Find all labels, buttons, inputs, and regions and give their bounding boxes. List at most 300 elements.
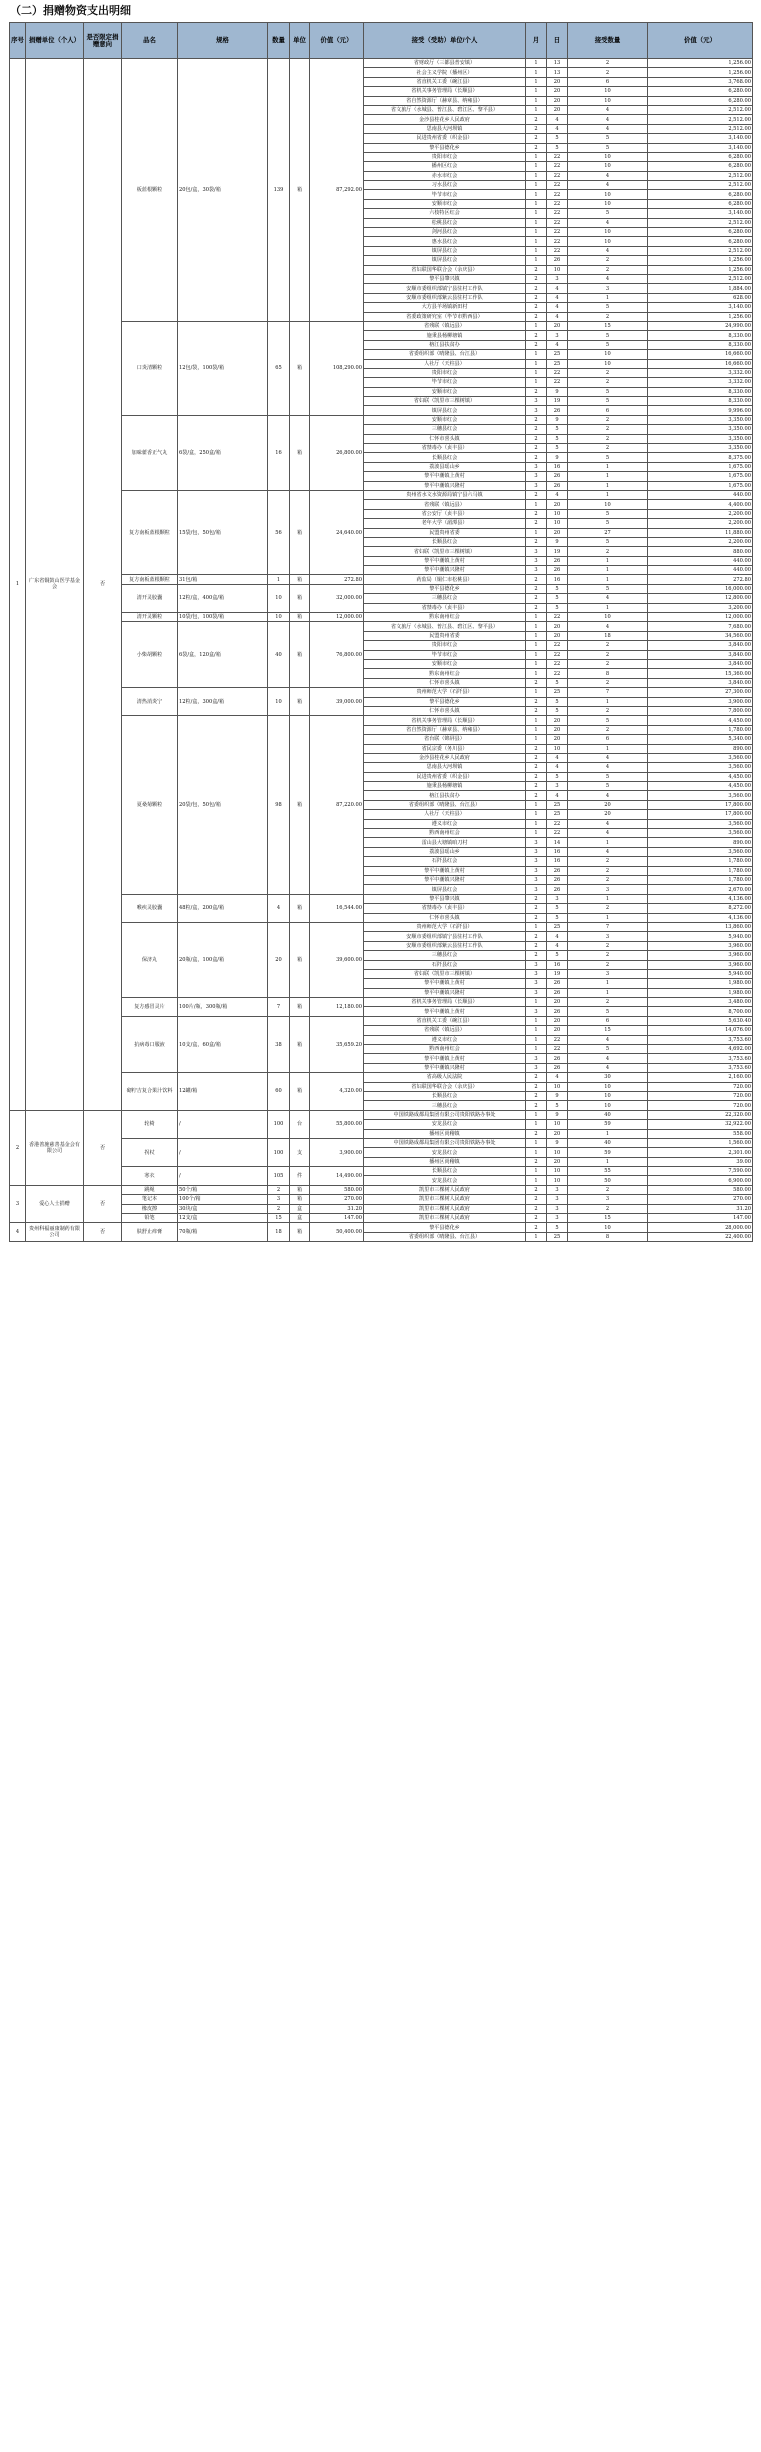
month-cell: 3 [526, 866, 547, 875]
day-cell: 26 [547, 472, 568, 481]
day-cell: 5 [547, 951, 568, 960]
received-qty-cell: 7 [568, 688, 648, 697]
product-value-cell: 76,800.00 [310, 622, 364, 688]
received-value-cell: 3,200.00 [648, 603, 753, 612]
recipient-cell: 人社厅（天柱县） [364, 359, 526, 368]
recipient-cell: 镇屏县红会 [364, 406, 526, 415]
received-value-cell: 2,200.00 [648, 519, 753, 528]
recipient-cell: 毕节市红会 [364, 378, 526, 387]
product-spec-cell: / [178, 1138, 268, 1166]
month-cell: 1 [526, 500, 547, 509]
day-cell: 5 [547, 584, 568, 593]
recipient-cell: 习水县红会 [364, 181, 526, 190]
recipient-cell: 省财政厅（三都县普安镇） [364, 59, 526, 68]
received-qty-cell: 40 [568, 1138, 648, 1147]
received-qty-cell: 2 [568, 857, 648, 866]
month-cell: 3 [526, 885, 547, 894]
received-qty-cell: 8 [568, 1232, 648, 1241]
received-value-cell: 8,272.00 [648, 904, 753, 913]
col-header-product: 品名 [122, 23, 178, 59]
received-qty-cell: 4 [568, 763, 648, 772]
day-cell: 4 [547, 115, 568, 124]
product-name-cell: 橡皮擦 [122, 1204, 178, 1213]
day-cell: 22 [547, 228, 568, 237]
month-cell: 1 [526, 237, 547, 246]
received-value-cell: 890.00 [648, 838, 753, 847]
day-cell: 3 [547, 1204, 568, 1213]
received-qty-cell: 6 [568, 406, 648, 415]
received-value-cell: 2,512.00 [648, 218, 753, 227]
recipient-cell: 施秉县杨柳塘镇 [364, 782, 526, 791]
product-qty-cell: 100 [268, 1138, 290, 1166]
month-cell: 2 [526, 1195, 547, 1204]
recipient-cell: 安顺市红会 [364, 387, 526, 396]
day-cell: 4 [547, 490, 568, 499]
product-spec-cell: 10袋/包，100袋/箱 [178, 613, 268, 622]
col-header-donor: 捐赠单位（个人） [26, 23, 84, 59]
received-value-cell: 3,768.00 [648, 77, 753, 86]
recipient-cell: 黔东南州红会 [364, 669, 526, 678]
product-name-cell: 肤舒止痒膏 [122, 1223, 178, 1242]
recipient-cell: 六枝特区红会 [364, 209, 526, 218]
received-qty-cell: 10 [568, 1101, 648, 1110]
day-cell: 3 [547, 1195, 568, 1204]
received-value-cell: 34,560.00 [648, 631, 753, 640]
month-cell: 2 [526, 303, 547, 312]
product-name-cell: 跳绳 [122, 1185, 178, 1194]
month-cell: 1 [526, 998, 547, 1007]
day-cell: 10 [547, 265, 568, 274]
received-qty-cell: 4 [568, 274, 648, 283]
day-cell: 26 [547, 866, 568, 875]
recipient-cell: 安顺市红会 [364, 199, 526, 208]
recipient-cell: 安龙县红会 [364, 1176, 526, 1185]
month-cell: 2 [526, 791, 547, 800]
received-value-cell: 3,560.00 [648, 829, 753, 838]
received-value-cell: 3,840.00 [648, 678, 753, 687]
recipient-cell: 黎平中潮镇兴隆村 [364, 875, 526, 884]
received-qty-cell: 5 [568, 134, 648, 143]
recipient-cell: 中国铁路成都局集团有限公司贵阳铁路办事处 [364, 1110, 526, 1119]
product-qty-cell: 105 [268, 1167, 290, 1186]
received-qty-cell: 3 [568, 969, 648, 978]
day-cell: 20 [547, 725, 568, 734]
month-cell: 2 [526, 434, 547, 443]
product-unit-cell: 箱 [290, 490, 310, 575]
product-value-cell: 32,000.00 [310, 584, 364, 612]
product-spec-cell: / [178, 1167, 268, 1186]
recipient-cell: 贵州师范大学（石阡县） [364, 688, 526, 697]
received-value-cell: 4,136.00 [648, 894, 753, 903]
received-qty-cell: 1 [568, 462, 648, 471]
month-cell: 2 [526, 284, 547, 293]
month-cell: 1 [526, 181, 547, 190]
received-value-cell: 4,692.00 [648, 1045, 753, 1054]
day-cell: 22 [547, 190, 568, 199]
recipient-cell: 安顺市红会 [364, 415, 526, 424]
received-value-cell: 1,675.00 [648, 472, 753, 481]
product-name-cell: 清开灵胶囊 [122, 584, 178, 612]
day-cell: 5 [547, 434, 568, 443]
month-cell: 1 [526, 162, 547, 171]
header-row [10, 23, 753, 59]
recipient-cell: 荔波县瑶山乡 [364, 462, 526, 471]
day-cell: 20 [547, 528, 568, 537]
month-cell: 3 [526, 979, 547, 988]
received-value-cell: 1,675.00 [648, 462, 753, 471]
month-cell: 1 [526, 660, 547, 669]
received-qty-cell: 10 [568, 162, 648, 171]
day-cell: 22 [547, 152, 568, 161]
day-cell: 22 [547, 1045, 568, 1054]
day-cell: 20 [547, 716, 568, 725]
received-qty-cell: 40 [568, 1110, 648, 1119]
month-cell: 1 [526, 1110, 547, 1119]
product-value-cell: 14,490.00 [310, 1167, 364, 1186]
donor-name-cell: 广东省铜鼓山医学基金会 [26, 59, 84, 1111]
recipient-cell: 省文旅厅（水城县、普江县、碧江区、黎平县） [364, 622, 526, 631]
recipient-cell: 凯里市三棵树人民政府 [364, 1204, 526, 1213]
received-qty-cell: 2 [568, 415, 648, 424]
product-qty-cell: 98 [268, 716, 290, 894]
product-name-cell: 夏桑菊颗粒 [122, 716, 178, 894]
day-cell: 4 [547, 303, 568, 312]
product-value-cell: 12,180.00 [310, 998, 364, 1017]
recipient-cell: 长顺县红会 [364, 1167, 526, 1176]
day-cell: 22 [547, 199, 568, 208]
received-value-cell: 8,330.00 [648, 387, 753, 396]
day-cell: 9 [547, 415, 568, 424]
month-cell: 3 [526, 960, 547, 969]
month-cell: 2 [526, 387, 547, 396]
table-row [10, 321, 753, 330]
day-cell: 20 [547, 631, 568, 640]
month-cell: 1 [526, 105, 547, 114]
table-row [10, 575, 753, 584]
received-qty-cell: 2 [568, 256, 648, 265]
col-header-day: 日 [547, 23, 568, 59]
received-value-cell: 3,140.00 [648, 134, 753, 143]
received-qty-cell: 4 [568, 124, 648, 133]
day-cell: 5 [547, 1101, 568, 1110]
received-qty-cell: 2 [568, 425, 648, 434]
received-qty-cell: 1 [568, 575, 648, 584]
recipient-cell: 黎平县德化乡 [364, 697, 526, 706]
received-qty-cell: 2 [568, 951, 648, 960]
table-row [10, 415, 753, 424]
donation-expense-table [9, 22, 753, 1242]
month-cell: 1 [526, 246, 547, 255]
month-cell: 2 [526, 594, 547, 603]
recipient-cell: 安顺市委组织部紫云县驻村工作队 [364, 293, 526, 302]
day-cell: 19 [547, 547, 568, 556]
received-qty-cell: 2 [568, 59, 648, 68]
received-value-cell: 2,301.00 [648, 1148, 753, 1157]
col-header-spec: 规格 [178, 23, 268, 59]
month-cell: 2 [526, 312, 547, 321]
day-cell: 26 [547, 1054, 568, 1063]
received-value-cell: 3,900.00 [648, 697, 753, 706]
received-value-cell: 2,160.00 [648, 1073, 753, 1082]
received-value-cell: 12,800.00 [648, 594, 753, 603]
received-qty-cell: 2 [568, 904, 648, 913]
col-header-restricted: 是否限定捐赠意向 [84, 23, 122, 59]
day-cell: 26 [547, 481, 568, 490]
day-cell: 10 [547, 519, 568, 528]
received-qty-cell: 15 [568, 321, 648, 330]
received-qty-cell: 4 [568, 218, 648, 227]
received-value-cell: 6,280.00 [648, 87, 753, 96]
received-value-cell: 7,590.00 [648, 1167, 753, 1176]
recipient-cell: 省禁毒办（贞丰县） [364, 904, 526, 913]
received-qty-cell: 2 [568, 265, 648, 274]
received-value-cell: 31.20 [648, 1204, 753, 1213]
day-cell: 22 [547, 162, 568, 171]
product-value-cell: 4,320.00 [310, 1073, 364, 1111]
donor-name-cell: 贵州科福丽康制药有限公司 [26, 1223, 84, 1242]
product-unit-cell: 箱 [290, 622, 310, 688]
product-name-cell: 口炎清颗粒 [122, 321, 178, 415]
month-cell: 2 [526, 951, 547, 960]
month-cell: 2 [526, 134, 547, 143]
product-spec-cell: 20瓶/盒，100盒/箱 [178, 922, 268, 997]
received-value-cell: 7,680.00 [648, 622, 753, 631]
received-value-cell: 1,980.00 [648, 979, 753, 988]
recipient-cell: 凯里市三棵树人民政府 [364, 1214, 526, 1223]
received-value-cell: 27,300.00 [648, 688, 753, 697]
received-qty-cell: 5 [568, 716, 648, 725]
day-cell: 9 [547, 1138, 568, 1147]
recipient-cell: 省妇联国华联合会（余庆县） [364, 265, 526, 274]
month-cell: 3 [526, 547, 547, 556]
product-name-cell: 清热消炎宁 [122, 688, 178, 716]
day-cell: 25 [547, 810, 568, 819]
recipient-cell: 黎平中潮镇上黄村 [364, 1007, 526, 1016]
product-qty-cell: 40 [268, 622, 290, 688]
day-cell: 26 [547, 256, 568, 265]
recipient-cell: 省机关事务管理局（长顺县） [364, 998, 526, 1007]
month-cell: 2 [526, 293, 547, 302]
day-cell: 9 [547, 453, 568, 462]
product-value-cell: 26,800.00 [310, 415, 364, 490]
recipient-cell: 石阡县红会 [364, 960, 526, 969]
recipient-cell: 中国铁路成都局集团有限公司贵阳铁路办事处 [364, 1138, 526, 1147]
received-qty-cell: 10 [568, 350, 648, 359]
received-qty-cell: 1 [568, 913, 648, 922]
received-value-cell: 2,200.00 [648, 509, 753, 518]
received-qty-cell: 1 [568, 979, 648, 988]
received-qty-cell: 59 [568, 1148, 648, 1157]
recipient-cell: 镇屏县红会 [364, 246, 526, 255]
recipient-cell: 三穗县红会 [364, 1101, 526, 1110]
received-value-cell: 440.00 [648, 556, 753, 565]
month-cell: 2 [526, 265, 547, 274]
month-cell: 2 [526, 584, 547, 593]
product-spec-cell: 50个/箱 [178, 1185, 268, 1194]
day-cell: 22 [547, 171, 568, 180]
day-cell: 22 [547, 1035, 568, 1044]
received-qty-cell: 4 [568, 115, 648, 124]
received-value-cell: 5,630.40 [648, 1016, 753, 1025]
received-value-cell: 17,800.00 [648, 800, 753, 809]
recipient-cell: 民盟贵州省委 [364, 631, 526, 640]
product-spec-cell: 30块/盒 [178, 1204, 268, 1213]
recipient-cell: 黎平中潮镇上黄村 [364, 472, 526, 481]
month-cell: 1 [526, 716, 547, 725]
recipient-cell: 毕节市红会 [364, 650, 526, 659]
recipient-cell: 剑河县红会 [364, 228, 526, 237]
received-qty-cell: 4 [568, 171, 648, 180]
recipient-cell: 黔东南州红会 [364, 613, 526, 622]
month-cell: 1 [526, 350, 547, 359]
received-value-cell: 9,996.00 [648, 406, 753, 415]
recipient-cell: 省高级人民法院 [364, 1073, 526, 1082]
month-cell: 2 [526, 575, 547, 584]
product-value-cell: 272.80 [310, 575, 364, 584]
product-spec-cell: 12粒/盒，400盒/箱 [178, 584, 268, 612]
received-value-cell: 558.00 [648, 1129, 753, 1138]
day-cell: 25 [547, 800, 568, 809]
received-qty-cell: 4 [568, 594, 648, 603]
received-qty-cell: 5 [568, 537, 648, 546]
product-spec-cell: 31包/箱 [178, 575, 268, 584]
product-name-cell: 复方感冒灵片 [122, 998, 178, 1017]
product-qty-cell: 18 [268, 1223, 290, 1242]
month-cell: 2 [526, 453, 547, 462]
month-cell: 2 [526, 490, 547, 499]
received-value-cell: 1,780.00 [648, 725, 753, 734]
product-spec-cell: 70瓶/箱 [178, 1223, 268, 1242]
donor-no-cell: 2 [10, 1110, 26, 1185]
product-qty-cell: 100 [268, 1110, 290, 1138]
received-value-cell: 3,840.00 [648, 650, 753, 659]
received-value-cell: 2,512.00 [648, 181, 753, 190]
product-qty-cell: 10 [268, 688, 290, 716]
month-cell: 2 [526, 425, 547, 434]
product-value-cell: 87,292.00 [310, 59, 364, 322]
product-spec-cell: 12包/袋，100袋/箱 [178, 321, 268, 415]
product-qty-cell: 1 [268, 575, 290, 584]
donor-no-cell: 3 [10, 1185, 26, 1223]
day-cell: 20 [547, 1157, 568, 1166]
day-cell: 5 [547, 678, 568, 687]
day-cell: 5 [547, 697, 568, 706]
month-cell: 2 [526, 763, 547, 772]
day-cell: 22 [547, 660, 568, 669]
received-value-cell: 3,350.00 [648, 434, 753, 443]
received-value-cell: 3,140.00 [648, 303, 753, 312]
month-cell: 1 [526, 922, 547, 931]
day-cell: 26 [547, 1063, 568, 1072]
product-value-cell: 108,290.00 [310, 321, 364, 415]
received-qty-cell: 27 [568, 528, 648, 537]
received-value-cell: 6,280.00 [648, 237, 753, 246]
received-value-cell: 440.00 [648, 490, 753, 499]
day-cell: 25 [547, 359, 568, 368]
day-cell: 4 [547, 340, 568, 349]
recipient-cell: 黎平县肇兴镇 [364, 274, 526, 283]
day-cell: 5 [547, 444, 568, 453]
day-cell: 22 [547, 218, 568, 227]
month-cell: 2 [526, 744, 547, 753]
month-cell: 1 [526, 68, 547, 77]
recipient-cell: 省委组织部（晴隆县、台江县） [364, 350, 526, 359]
received-value-cell: 1,780.00 [648, 857, 753, 866]
day-cell: 26 [547, 979, 568, 988]
recipient-cell: 省妇联（凯里市三棵树镇） [364, 969, 526, 978]
received-qty-cell: 3 [568, 284, 648, 293]
recipient-cell: 石阡县红会 [364, 857, 526, 866]
month-cell: 2 [526, 1129, 547, 1138]
received-value-cell: 3,140.00 [648, 209, 753, 218]
recipient-cell: 长顺县红会 [364, 537, 526, 546]
received-value-cell: 6,280.00 [648, 162, 753, 171]
recipient-cell: 播州区尚稽镇 [364, 1129, 526, 1138]
received-value-cell: 1,256.00 [648, 59, 753, 68]
received-value-cell: 6,280.00 [648, 199, 753, 208]
month-cell: 1 [526, 59, 547, 68]
received-value-cell: 28,000.00 [648, 1223, 753, 1232]
received-qty-cell: 10 [568, 237, 648, 246]
received-value-cell: 8,330.00 [648, 331, 753, 340]
donor-no-cell: 1 [10, 59, 26, 1111]
product-value-cell: 580.00 [310, 1185, 364, 1194]
month-cell: 2 [526, 1204, 547, 1213]
received-value-cell: 1,256.00 [648, 68, 753, 77]
received-qty-cell: 4 [568, 105, 648, 114]
received-value-cell: 6,280.00 [648, 228, 753, 237]
day-cell: 4 [547, 763, 568, 772]
day-cell: 3 [547, 1214, 568, 1223]
received-value-cell: 1,780.00 [648, 875, 753, 884]
received-value-cell: 1,256.00 [648, 265, 753, 274]
received-qty-cell: 4 [568, 847, 648, 856]
received-qty-cell: 5 [568, 772, 648, 781]
day-cell: 20 [547, 1129, 568, 1138]
month-cell: 2 [526, 519, 547, 528]
month-cell: 1 [526, 819, 547, 828]
recipient-cell: 省禁毒办（贞丰县） [364, 603, 526, 612]
table-row [10, 1214, 753, 1223]
day-cell: 10 [547, 1167, 568, 1176]
product-unit-cell: 台 [290, 1110, 310, 1138]
product-value-cell: 87,220.00 [310, 716, 364, 894]
product-unit-cell: 箱 [290, 1223, 310, 1242]
received-value-cell: 720.00 [648, 1101, 753, 1110]
recipient-cell: 黎平县肇兴镇 [364, 894, 526, 903]
month-cell: 1 [526, 641, 547, 650]
month-cell: 1 [526, 321, 547, 330]
recipient-cell: 省妇联（凯里市三棵树镇） [364, 547, 526, 556]
received-value-cell: 6,280.00 [648, 96, 753, 105]
day-cell: 20 [547, 998, 568, 1007]
recipient-cell: 贵阳市红会 [364, 152, 526, 161]
received-qty-cell: 2 [568, 660, 648, 669]
table-row [10, 584, 753, 593]
day-cell: 4 [547, 312, 568, 321]
recipient-cell: 省残联（镇远县） [364, 500, 526, 509]
received-value-cell: 3,332.00 [648, 378, 753, 387]
received-value-cell: 2,512.00 [648, 105, 753, 114]
recipient-cell: 大方县羊场镇新田村 [364, 303, 526, 312]
received-value-cell: 3,840.00 [648, 660, 753, 669]
table-row [10, 1073, 753, 1082]
recipient-cell: 省委组织部（晴隆县、台江县） [364, 800, 526, 809]
product-spec-cell: 100个/箱 [178, 1195, 268, 1204]
received-qty-cell: 1 [568, 293, 648, 302]
col-header-received-value: 价值（元） [648, 23, 753, 59]
product-value-cell: 3,900.00 [310, 1138, 364, 1166]
